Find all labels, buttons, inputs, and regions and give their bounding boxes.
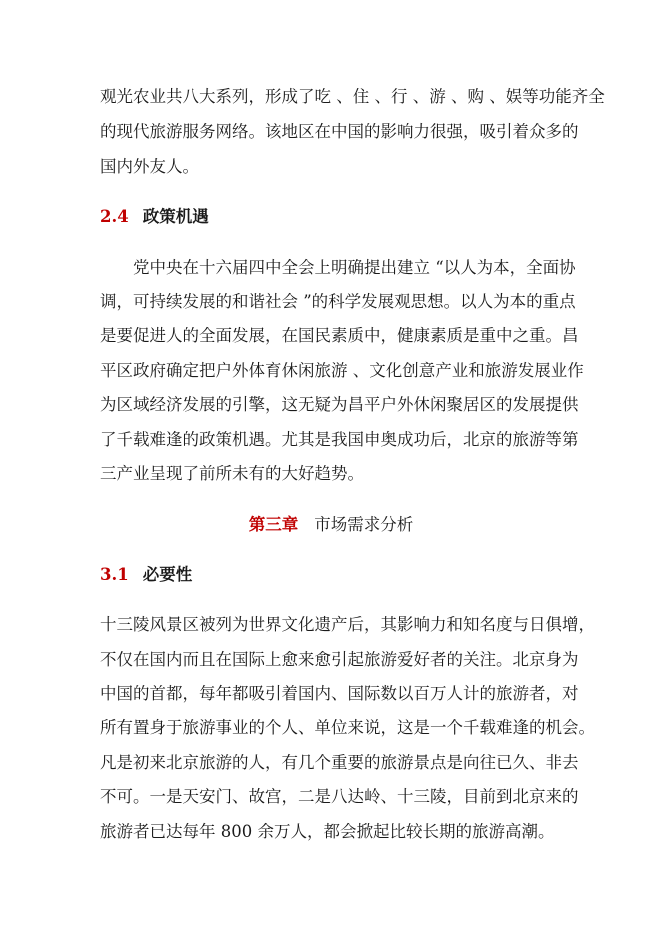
text-line: 的现代旅游服务网络。该地区在中国的影响力很强，吸引着众多的 — [100, 122, 579, 141]
text-line: 了千载难逢的政策机遇。尤其是我国申奥成功后，北京的旅游等第 — [100, 430, 579, 449]
text-line: 为区域经济发展的引擎，这无疑为昌平户外休闲聚居区的发展提供 — [100, 395, 579, 414]
text-line: 凡是初来北京旅游的人，有几个重要的旅游景点是向往已久、非去 — [100, 753, 579, 772]
section-heading-3-1 — [100, 564, 192, 586]
section-number: 2.4 — [100, 207, 129, 226]
section-title: 必要性 — [142, 565, 193, 584]
text-line: 不仅在国内而且在国际上愈来愈引起旅游爱好者的关注。北京身为 — [100, 650, 579, 669]
text-line: 党中央在十六届四中全会上明确提出建立 “以人为本，全面协 — [133, 258, 576, 277]
text-line: 旅游者已达每年 800 余万人，都会掀起比较长期的旅游高潮。 — [100, 822, 555, 841]
text-line: 所有置身于旅游事业的个人、单位来说，这是一个千载难逢的机会。 — [100, 718, 595, 737]
section-number: 3.1 — [100, 565, 129, 584]
chapter-title: 市场需求分析 — [314, 515, 414, 534]
chapter-heading-3 — [0, 514, 662, 536]
text-line: 中国的首都，每年都吸引着国内、国际数以百万人计的旅游者，对 — [100, 684, 579, 703]
text-line: 十三陵风景区被列为世界文化遗产后，其影响力和知名度与日俱增， — [100, 615, 595, 634]
chapter-number: 第三章 — [248, 515, 299, 534]
section-heading-2-4 — [100, 206, 209, 228]
text-line: 观光农业共八大系列，形成了吃 、住 、行 、游 、购 、娱等功能齐全 — [100, 87, 605, 106]
text-line: 是要促进人的全面发展，在国民素质中，健康素质是重中之重。昌 — [100, 326, 579, 345]
section-title: 政策机遇 — [142, 207, 209, 226]
text-line: 调，可持续发展的和谐社会 ”的科学发展观思想。以人为本的重点 — [100, 292, 576, 311]
text-line: 平区政府确定把户外体育休闲旅游 、文化创意产业和旅游发展业作 — [100, 361, 584, 380]
text-line: 三产业呈现了前所未有的大好趋势。 — [100, 464, 364, 483]
text-line: 国内外友人。 — [100, 157, 199, 176]
text-line: 不可。一是天安门、故宫，二是八达岭、十三陵，目前到北京来的 — [100, 787, 579, 806]
